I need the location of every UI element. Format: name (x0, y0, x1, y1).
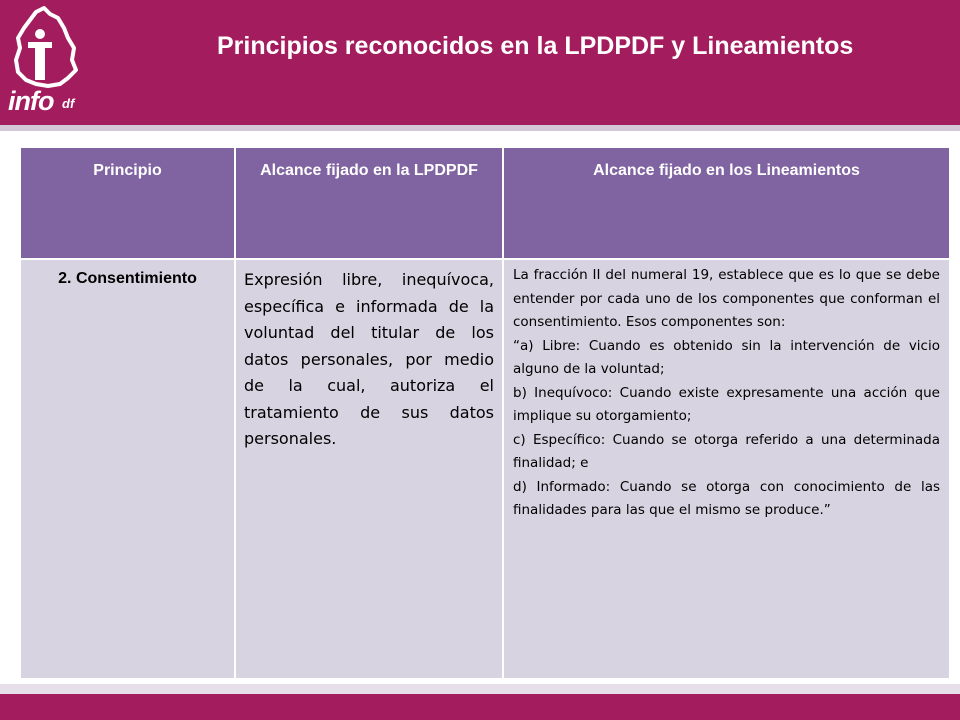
guidelines-paragraph: “a) Libre: Cuando es obtenido sin la intervención de vicio alguno de la voluntad; (513, 337, 940, 377)
page-title: Principios reconocidos en la LPDPDF y Lineamientos (217, 32, 854, 60)
scope-law-cell: Expresión libre, inequívoca, específica e informada de la voluntad del titular de los datos personales, por medio de la cual, autoriza el tratamiento de sus datos personales. (235, 259, 503, 679)
guidelines-paragraph: b) Inequívoco: Cuando existe expresamente una acción que implique su otorgamiento; (513, 384, 940, 424)
guidelines-paragraph: La fracción II del numeral 19, establece que es lo que se debe entender por cada uno de los componentes que conforman el consentimiento. Esos componentes son: (513, 267, 940, 330)
guidelines-paragraph: d) Informado: Cuando se otorga con conocimiento de las finalidades para las que el mismo se produce.” (513, 478, 940, 518)
header-divider (0, 125, 960, 131)
principle-cell: 2. Consentimiento (20, 259, 235, 679)
table-header-row (20, 147, 950, 259)
footer-bar (0, 694, 960, 720)
column-header-scope-guidelines: Alcance fijado en los Lineamientos (503, 147, 950, 259)
column-header-scope-law: Alcance fijado en la LPDPDF (235, 147, 503, 259)
scope-guidelines-cell (503, 259, 950, 679)
column-header-principle: Principio (20, 147, 235, 259)
logo-wordmark-suffix: df (62, 96, 75, 111)
header-banner (0, 0, 960, 125)
principles-table (19, 146, 951, 680)
logo-wordmark: info (8, 86, 54, 116)
guidelines-paragraph: c) Específico: Cuando se otorga referido a una determinada finalidad; e (513, 431, 940, 471)
table-row (20, 259, 950, 679)
infodf-logo (6, 4, 88, 116)
